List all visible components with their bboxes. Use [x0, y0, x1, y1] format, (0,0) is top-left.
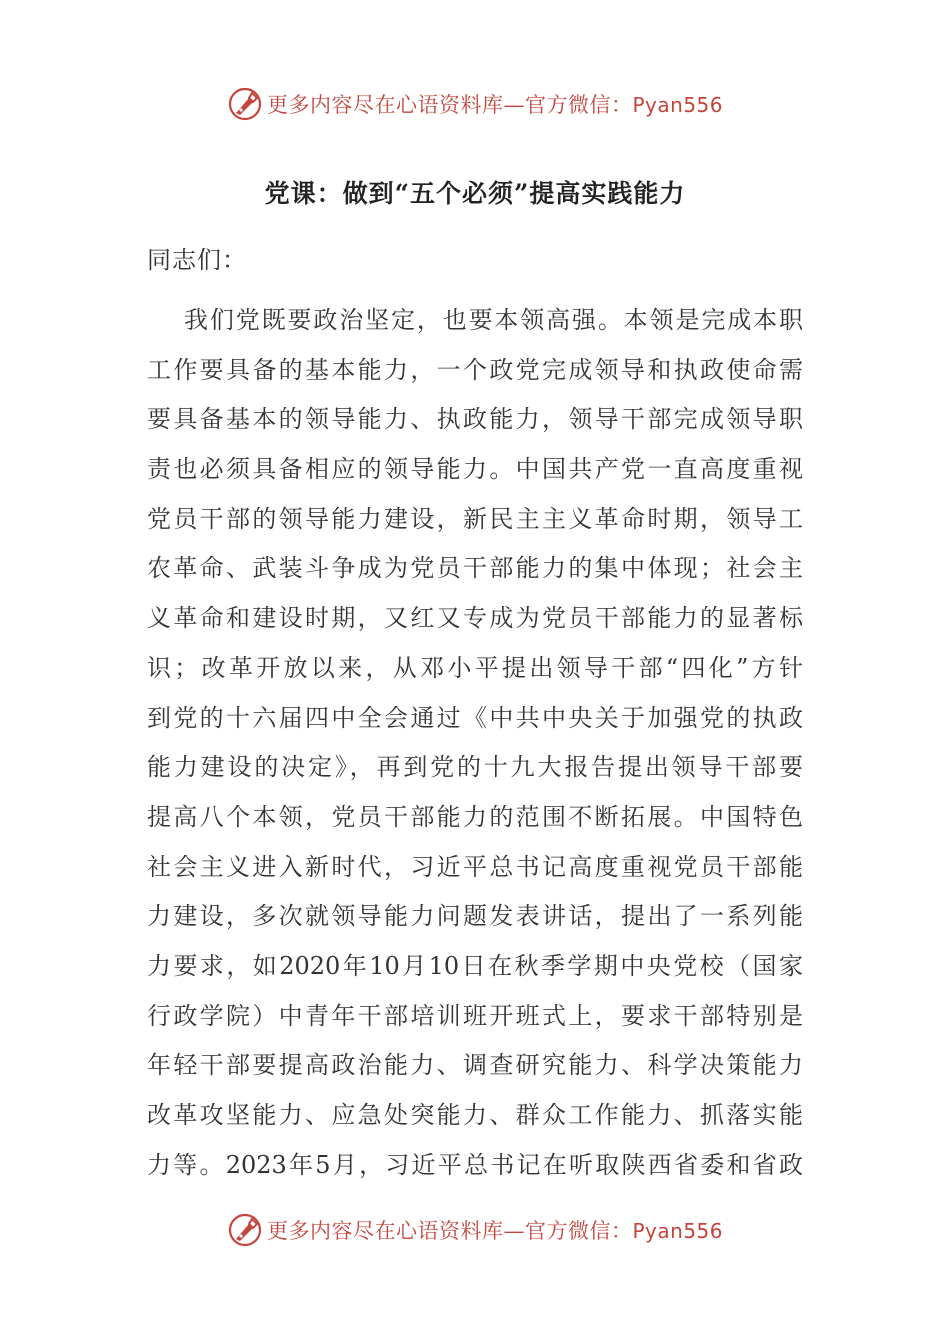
paragraph-line: 提高八个本领，党员干部能力的范围不断拓展。中国特色	[147, 802, 803, 831]
pen-nib-logo-icon	[227, 1212, 263, 1248]
paragraph-line: 年轻干部要提高政治能力、调查研究能力、科学决策能力	[147, 1051, 803, 1080]
footer-banner	[0, 1210, 950, 1250]
paragraph-line: 责也必须具备相应的领导能力。中国共产党一直高度重视	[147, 455, 803, 484]
paragraph-line: 工作要具备的基本能力，一个政党完成领导和执政使命需	[147, 355, 803, 384]
header-banner	[0, 84, 950, 124]
paragraph-line: 能力建设的决定》，再到党的十九大报告提出领导干部要	[147, 753, 803, 782]
wechat-id: Pyan556	[632, 1219, 723, 1243]
paragraph-line: 我们党既要政治坚定，也要本领高强。本领是完成本职	[184, 306, 803, 334]
paragraph-line: 力要求，如2020年10月10日在秋季学期中央党校（国家	[147, 951, 803, 980]
document-title: 党课：做到“五个必须”提高实践能力	[264, 179, 686, 208]
paragraph-line: 到党的十六届四中全会通过《中共中央关于加强党的执政	[147, 703, 803, 732]
wechat-id: Pyan556	[632, 93, 723, 117]
paragraph-line: 义革命和建设时期，又红又专成为党员干部能力的显著标	[147, 604, 803, 633]
body-paragraph	[147, 296, 803, 1190]
paragraph-line: 力建设，多次就领导能力问题发表讲话，提出了一系列能	[147, 902, 803, 931]
pen-nib-logo-icon	[227, 86, 263, 122]
paragraph-line: 社会主义进入新时代，习近平总书记高度重视党员干部能	[147, 852, 803, 881]
paragraph-line: 识；改革开放以来，从邓小平提出领导干部“四化”方针	[147, 653, 803, 682]
paragraph-line: 行政学院）中青年干部培训班开班式上，要求干部特别是	[147, 1001, 803, 1030]
paragraph-line: 农革命、武装斗争成为党员干部能力的集中体现；社会主	[147, 554, 803, 583]
banner-text: 更多内容尽在心语资料库—官方微信：Pyan556	[266, 93, 723, 117]
paragraph-line: 改革攻坚能力、应急处突能力、群众工作能力、抓落实能	[147, 1101, 803, 1129]
greeting: 同志们：	[147, 246, 247, 274]
paragraph-line: 要具备基本的领导能力、执政能力，领导干部完成领导职	[147, 405, 803, 434]
paragraph-line: 力等。2023年5月，习近平总书记在听取陕西省委和省政	[147, 1150, 803, 1179]
paragraph-line: 党员干部的领导能力建设，新民主主义革命时期，领导工	[147, 504, 803, 533]
banner-text: 更多内容尽在心语资料库—官方微信：Pyan556	[266, 1219, 723, 1243]
